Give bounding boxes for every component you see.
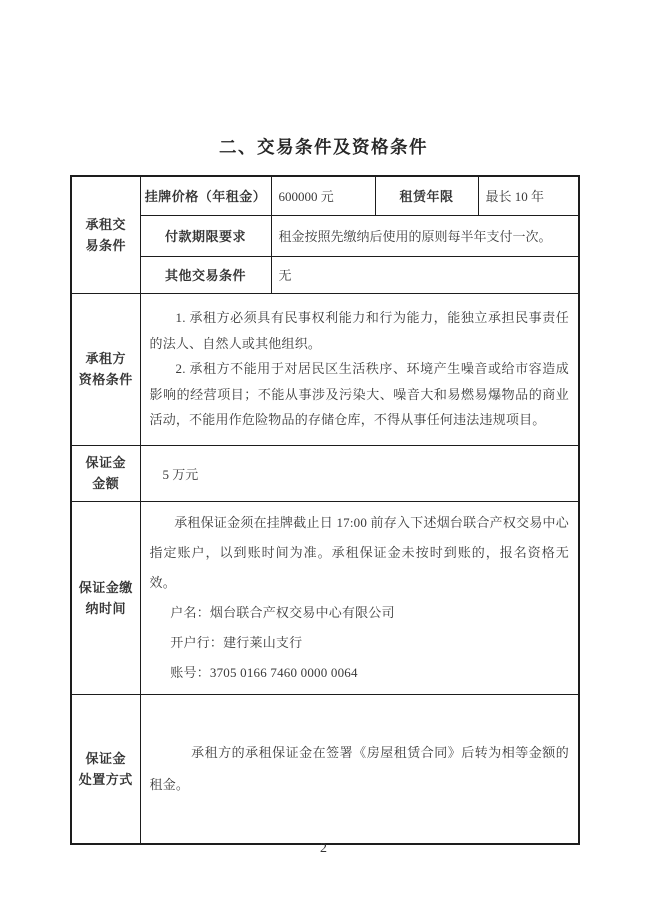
row-header-line: 承租交 (85, 216, 126, 232)
row-header-deposit-payment-time (71, 501, 140, 694)
deposit-account-name: 户名：烟台联合产权交易中心有限公司 (170, 604, 395, 620)
table-row-payment-terms (71, 215, 579, 256)
table-row-deposit-payment-time (71, 501, 579, 694)
row-header-line: 易条件 (85, 237, 126, 253)
page-number: 2 (320, 841, 327, 856)
qualification-content-cell (140, 293, 579, 445)
other-conditions-value: 无 (271, 256, 579, 293)
table-row-other-conditions (71, 256, 579, 293)
listing-price-value: 600000 元 (271, 176, 375, 215)
conditions-table (70, 175, 580, 845)
row-header-line: 保证金 (85, 750, 126, 766)
table-row-deposit-amount (71, 445, 579, 501)
table-row-deposit-disposal (71, 694, 579, 844)
lease-term-value: 最长 10 年 (478, 176, 579, 215)
row-header-line: 保证金 (85, 455, 126, 470)
row-header-line: 资格条件 (78, 372, 133, 387)
qualification-paragraph: 1. 承租方必须具有民事权利能力和行为能力，能独立承担民事责任的法人、自然人或其他组织。 (149, 310, 569, 351)
row-header-lease-transaction-conditions (71, 176, 140, 293)
row-header-line: 纳时间 (85, 600, 126, 616)
table-row-lessee-qualification (71, 293, 579, 445)
other-conditions-label: 其他交易条件 (140, 256, 271, 293)
row-header-lessee-qualification-conditions (71, 293, 140, 445)
deposit-account-number: 账号：3705 0166 7460 0000 0064 (170, 664, 358, 680)
deposit-disposal-content-cell (140, 694, 579, 844)
lease-term-label: 租赁年限 (375, 176, 478, 215)
row-header-line: 金额 (92, 476, 120, 491)
row-header-line: 处置方式 (78, 771, 133, 787)
table-row-listing-price (71, 176, 579, 215)
deposit-bank: 开户行：建行莱山支行 (170, 634, 303, 650)
row-header-deposit-disposal-method (71, 694, 140, 844)
deposit-payment-intro: 承租保证金须在挂牌截止日 17:00 前存入下述烟台联合产权交易中心指定账户，以到账时间为准。承租保证金未按时到账的，报名资格无效。 (149, 514, 569, 590)
row-header-deposit-amount (71, 445, 140, 501)
deposit-payment-content-cell (140, 501, 579, 694)
payment-terms-label: 付款期限要求 (140, 215, 271, 256)
qualification-paragraph: 2. 承租方不能用于对居民区生活秩序、环境产生噪音或给市容造成影响的经营项目；不能从事涉及污染大、噪音大和易燃易爆物品的商业活动，不能用作危险物品的存储仓库，不得从事任何违法违规项目。 (149, 361, 569, 428)
row-header-line: 承租方 (85, 351, 126, 366)
deposit-disposal-paragraph: 承租方的承租保证金在签署《房屋租赁合同》后转为相等金额的租金。 (149, 744, 569, 792)
deposit-amount-value: 5 万元 (140, 445, 579, 501)
page-title: 二、交易条件及资格条件 (219, 137, 428, 157)
row-header-line: 保证金缴 (78, 579, 133, 595)
payment-terms-value: 租金按照先缴纳后使用的原则每半年支付一次。 (271, 215, 579, 256)
listing-price-label: 挂牌价格（年租金） (140, 176, 271, 215)
